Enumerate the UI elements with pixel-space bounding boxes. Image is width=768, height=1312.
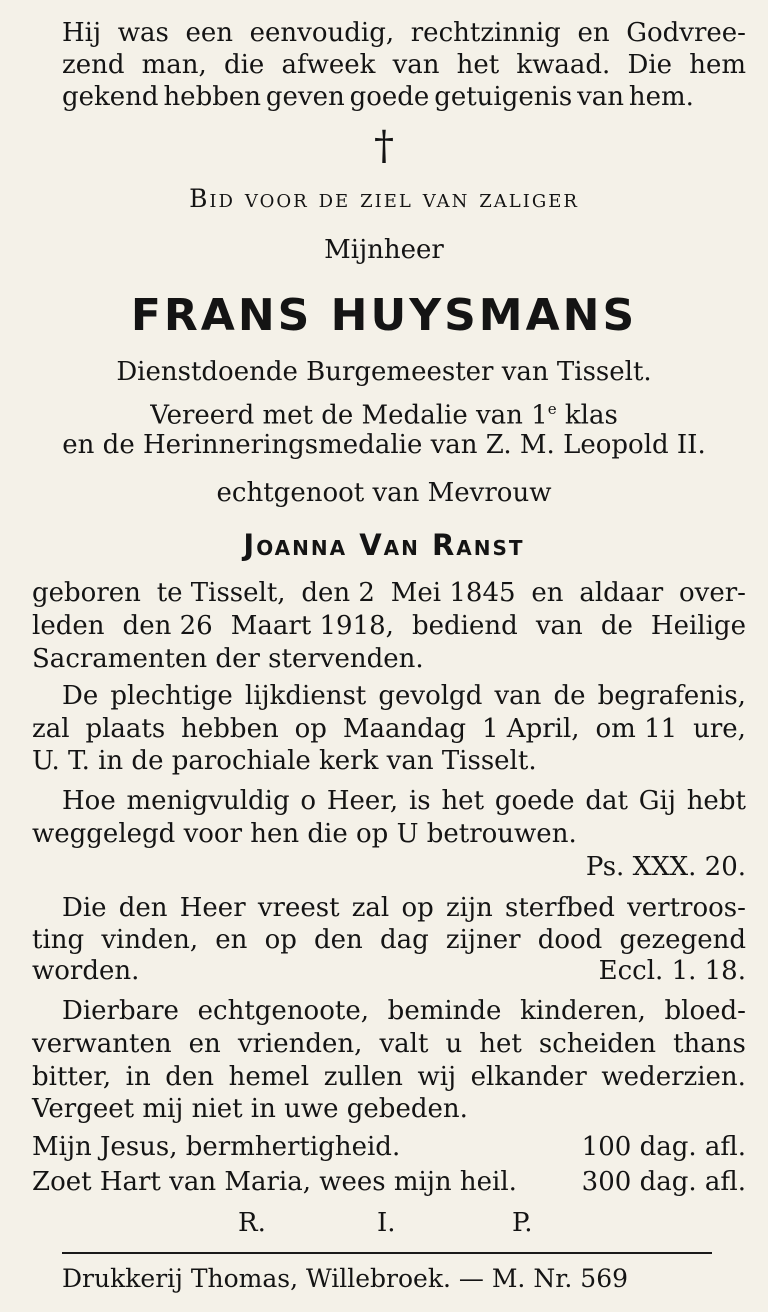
prayer-header: Bid voor de ziel van zaliger: [189, 184, 579, 213]
word: hebben: [181, 714, 279, 744]
word: den: [118, 893, 168, 923]
word: menigvuldig: [126, 786, 290, 816]
word: en: [577, 18, 610, 48]
indulgence-prayer-2: Zoet Hart van Maria, wees mijn heil.: [32, 1167, 517, 1197]
word: echtgenoote,: [197, 996, 369, 1026]
word: den: [165, 1062, 215, 1092]
verse2-line-3: worden.: [32, 956, 140, 986]
word: de: [600, 611, 633, 641]
intro-line-2: [62, 50, 746, 80]
word: u: [445, 1029, 463, 1059]
word: bitter,: [32, 1062, 112, 1092]
verse1-line-2: weggelegd voor hen die op U betrouwen.: [32, 819, 577, 849]
word: vertroos-: [627, 893, 746, 923]
cross-symbol: †: [374, 123, 394, 169]
word: om 11: [595, 714, 678, 744]
word: bloed-: [664, 996, 746, 1026]
word: verwanten: [32, 1029, 172, 1059]
title-line-2-end: klas: [556, 400, 618, 431]
farewell-line-4: Vergeet mij niet in uwe gebeden.: [32, 1094, 468, 1124]
word: in: [125, 1062, 151, 1092]
word: Godvree-: [626, 18, 746, 48]
word: van: [494, 681, 542, 711]
title-line-2: [0, 394, 768, 431]
word: aldaar: [579, 578, 664, 608]
word: te Tisselt,: [156, 578, 286, 608]
word: lijkdienst: [244, 681, 367, 711]
funeral-line-2: [32, 714, 746, 744]
word: Mei 1845: [390, 578, 516, 608]
word: den 26: [122, 611, 213, 641]
word: scheiden: [538, 1029, 657, 1059]
word: ting: [32, 925, 85, 955]
word: goede: [494, 786, 575, 816]
word: vreest: [257, 893, 340, 923]
word: Maandag: [342, 714, 467, 744]
word: den: [314, 925, 363, 955]
word: zend: [62, 50, 125, 80]
intro-line-3: [62, 82, 694, 112]
word: Hij: [62, 18, 102, 48]
word: Die: [627, 50, 673, 80]
word: wij: [417, 1062, 457, 1092]
word: zal: [32, 714, 70, 744]
word: Die: [62, 893, 107, 923]
indulgence-days-1: 100 dag. afl.: [581, 1132, 746, 1162]
word: geboren: [32, 578, 141, 608]
word: zijn: [445, 893, 493, 923]
word: rechtzinnig: [410, 18, 561, 48]
word: is: [408, 786, 431, 816]
word: vinden,: [101, 925, 199, 955]
word: het: [456, 50, 500, 80]
verse1-reference: Ps. XXX. 20.: [585, 852, 746, 882]
word: thans: [673, 1029, 746, 1059]
word: vrienden,: [237, 1029, 363, 1059]
word: en: [188, 1029, 221, 1059]
word: valt: [379, 1029, 429, 1059]
word: kinderen,: [520, 996, 646, 1026]
word: beminde: [387, 996, 502, 1026]
word: Hoe: [62, 786, 116, 816]
word: Gij: [638, 786, 676, 816]
verse2-line-1: [62, 893, 746, 923]
word: zal: [351, 893, 390, 923]
word: o: [300, 786, 317, 816]
word: de: [553, 681, 586, 711]
word: plaats: [85, 714, 166, 744]
farewell-line-3: [32, 1062, 746, 1092]
bio-line-3: Sacramenten der stervenden.: [32, 644, 424, 674]
word: Heer,: [326, 786, 399, 816]
spouse-intro: echtgenoot van Mevrouw: [216, 478, 552, 508]
farewell-line-1: [62, 996, 746, 1026]
title-line-3: en de Herinneringsmedalie van Z. M. Leopold II.: [62, 430, 706, 460]
word: leden: [32, 611, 105, 641]
word: ure,: [693, 714, 746, 744]
word: dag: [379, 925, 429, 955]
word: die: [223, 50, 265, 80]
word: elkander: [470, 1062, 587, 1092]
word: op: [294, 714, 327, 744]
rip-r: R.: [238, 1208, 266, 1238]
word: was: [117, 18, 169, 48]
word: hebt: [686, 786, 746, 816]
word: op: [401, 893, 434, 923]
word: Dierbare: [62, 996, 179, 1026]
word: hem.: [628, 82, 694, 112]
title-line-1: Dienstdoende Burgemeester van Tisselt.: [116, 357, 652, 387]
word: over-: [679, 578, 746, 608]
verse1-line-1: [62, 786, 746, 816]
word: kwaad.: [516, 50, 611, 80]
word: op: [264, 925, 297, 955]
verse2-line-2: [32, 925, 746, 955]
word: het: [441, 786, 485, 816]
bio-line-2: [32, 611, 746, 641]
verse2-reference: Eccl. 1. 18.: [598, 956, 746, 986]
word: sterfbed: [504, 893, 615, 923]
word: hebben: [163, 82, 261, 112]
word: afweek: [281, 50, 376, 80]
intro-line-1: [62, 18, 746, 48]
farewell-line-2: [32, 1029, 746, 1059]
word: De: [62, 681, 99, 711]
divider-rule: [62, 1252, 712, 1254]
printer-imprint: Drukkerij Thomas, Willebroek. — M. Nr. 569: [62, 1264, 629, 1293]
word: dood: [537, 925, 603, 955]
word: bediend: [412, 611, 518, 641]
funeral-line-3: U. T. in de parochiale kerk van Tisselt.: [32, 746, 537, 776]
word: hem: [689, 50, 746, 80]
word: getuigenis: [434, 82, 573, 112]
word: van: [577, 82, 624, 112]
word: eenvoudig,: [249, 18, 395, 48]
word: gevolgd: [378, 681, 483, 711]
honorific: Mijnheer: [324, 235, 444, 265]
title-line-2-text: Vereerd met de Medalie van 1: [150, 400, 548, 431]
word: hemel: [228, 1062, 310, 1092]
word: den 2: [301, 578, 375, 608]
word: Maart 1918,: [230, 611, 394, 641]
word: zullen: [323, 1062, 403, 1092]
word: dat: [585, 786, 628, 816]
word: en: [531, 578, 564, 608]
funeral-line-1: [62, 681, 746, 711]
deceased-name: FRANS HUYSMANS: [130, 290, 638, 341]
rip-i: I.: [377, 1208, 396, 1238]
word: van: [535, 611, 583, 641]
word: zijner: [445, 925, 521, 955]
word: begrafenis,: [597, 681, 746, 711]
indulgence-days-2: 300 dag. afl.: [581, 1167, 746, 1197]
word: van: [392, 50, 440, 80]
word: een: [185, 18, 233, 48]
word: wederzien.: [601, 1062, 746, 1092]
indulgence-prayer-1: Mijn Jesus, bermhertigheid.: [32, 1132, 401, 1162]
word: gezegend: [619, 925, 746, 955]
bio-line-1: [32, 578, 746, 608]
word: man,: [141, 50, 207, 80]
word: het: [479, 1029, 522, 1059]
word: plechtige: [110, 681, 233, 711]
word: 1 April,: [482, 714, 580, 744]
word: Heer: [179, 893, 246, 923]
word: goede: [349, 82, 430, 112]
title-line-2-superscript: e: [547, 400, 557, 418]
rip-p: P.: [512, 1208, 533, 1238]
word: geven: [265, 82, 345, 112]
spouse-name: Joanna Van Ranst: [243, 528, 525, 562]
word: Heilige: [650, 611, 746, 641]
word: gekend: [62, 82, 159, 112]
word: en: [215, 925, 248, 955]
